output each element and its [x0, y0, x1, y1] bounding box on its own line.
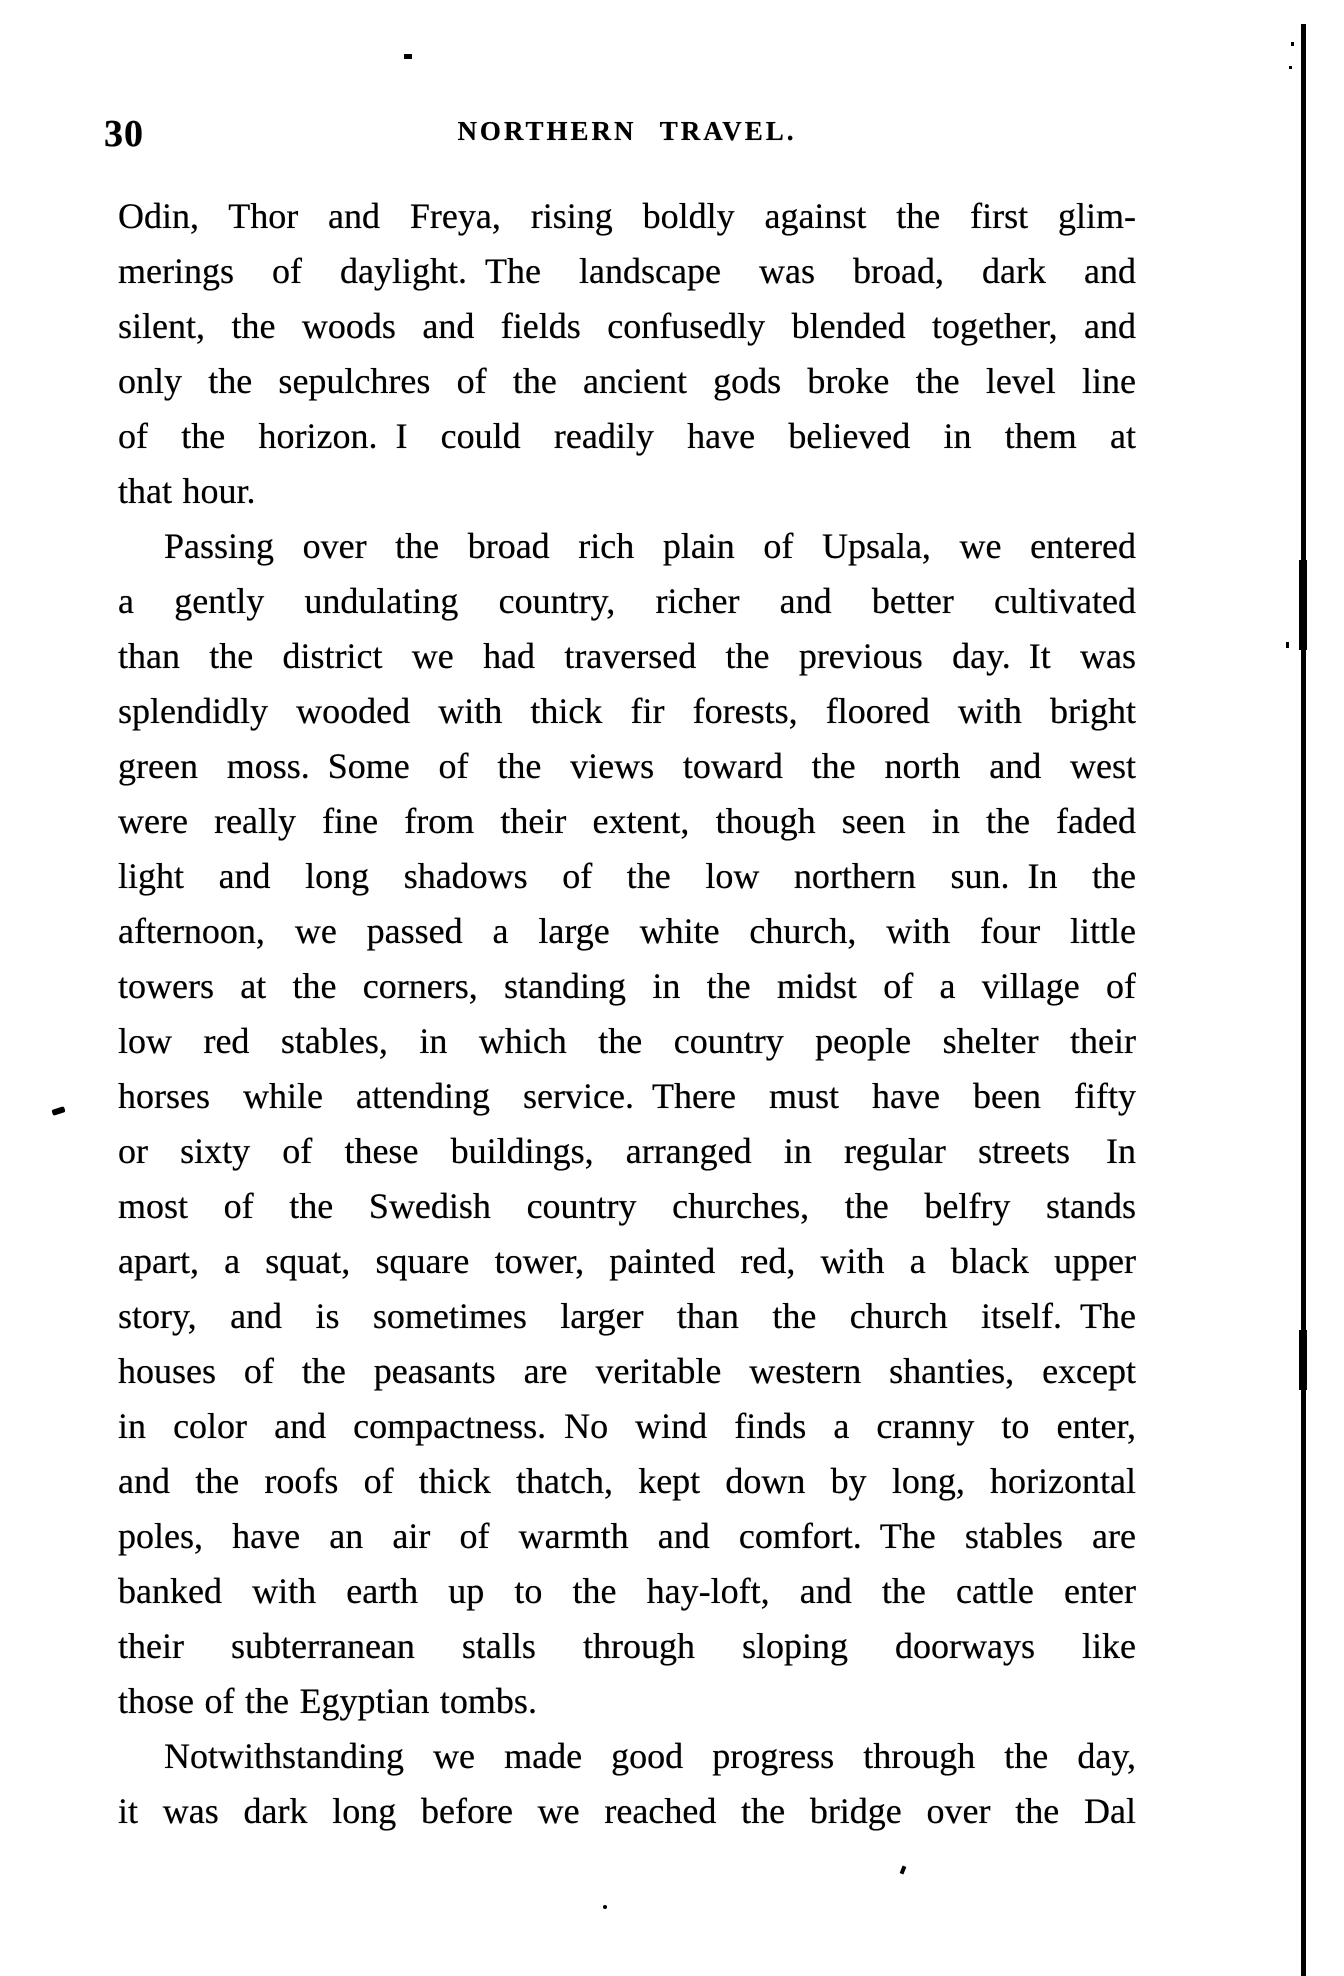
text-line: their subterranean stalls through sloping doorways like	[118, 1626, 1136, 1666]
text-line: only the sepulchres of the ancient gods broke the level line	[118, 361, 1136, 401]
scan-speck	[1291, 42, 1294, 46]
text-line: Odin, Thor and Freya, rising boldly against the first glim-	[118, 196, 1136, 236]
text-line: splendidly wooded with thick fir forests, floored with bright	[118, 691, 1136, 731]
text-line: and the roofs of thick thatch, kept down by long, horizontal	[118, 1461, 1136, 1501]
scan-speck	[1286, 642, 1289, 648]
page-header	[104, 110, 1136, 155]
text-line: of the horizon. I could readily have believed in them at	[118, 416, 1136, 456]
text-line: apart, a squat, square tower, painted red, with a black upper	[118, 1241, 1136, 1281]
text-line: towers at the corners, standing in the midst of a village of	[118, 966, 1136, 1006]
text-line: those of the Egyptian tombs.	[118, 1681, 537, 1721]
scan-speck	[603, 1905, 607, 1909]
binding-edge-thick-spot	[1299, 1330, 1307, 1390]
text-line: poles, have an air of warmth and comfort. The stables are	[118, 1516, 1136, 1556]
text-line: story, and is sometimes larger than the church itself. The	[118, 1296, 1136, 1336]
text-line: that hour.	[118, 471, 256, 511]
text-line: were really fine from their extent, though seen in the faded	[118, 801, 1136, 841]
text-line: merings of daylight. The landscape was broad, dark and	[118, 251, 1136, 291]
text-line: than the district we had traversed the previous day. It was	[118, 636, 1136, 676]
text-line: light and long shadows of the low northern sun. In the	[118, 856, 1136, 896]
text-line: most of the Swedish country churches, the belfry stands	[118, 1186, 1136, 1226]
text-line: horses while attending service. There must have been fifty	[118, 1076, 1136, 1116]
text-line: Notwithstanding we made good progress through the day,	[164, 1736, 1136, 1776]
scan-speck	[51, 1106, 65, 1116]
text-line: a gently undulating country, richer and better cultivated	[118, 581, 1136, 621]
text-line: low red stables, in which the country people shelter their	[118, 1021, 1136, 1061]
binding-edge-line	[1301, 24, 1306, 1976]
text-line: houses of the peasants are veritable western shanties, except	[118, 1351, 1136, 1391]
text-line: in color and compactness. No wind finds a cranny to enter,	[118, 1406, 1136, 1446]
scan-speck	[1289, 66, 1292, 69]
text-line: green moss. Some of the views toward the north and west	[118, 746, 1136, 786]
text-line: silent, the woods and fields confusedly blended together, and	[118, 306, 1136, 346]
page-body	[118, 189, 1136, 1839]
text-line: Passing over the broad rich plain of Upsala, we entered	[164, 526, 1136, 566]
scan-speck	[900, 1866, 907, 1875]
text-line: or sixty of these buildings, arranged in regular streets In	[118, 1131, 1136, 1171]
binding-edge-thick-spot	[1299, 560, 1307, 650]
scan-speck	[404, 54, 412, 59]
text-line: banked with earth up to the hay-loft, and the cattle enter	[118, 1571, 1136, 1611]
running-title: NORTHERN TRAVEL.	[457, 116, 797, 146]
text-line: it was dark long before we reached the bridge over the Dal	[118, 1791, 1136, 1831]
page-number: 30	[104, 113, 144, 155]
text-line: afternoon, we passed a large white church, with four little	[118, 911, 1136, 951]
